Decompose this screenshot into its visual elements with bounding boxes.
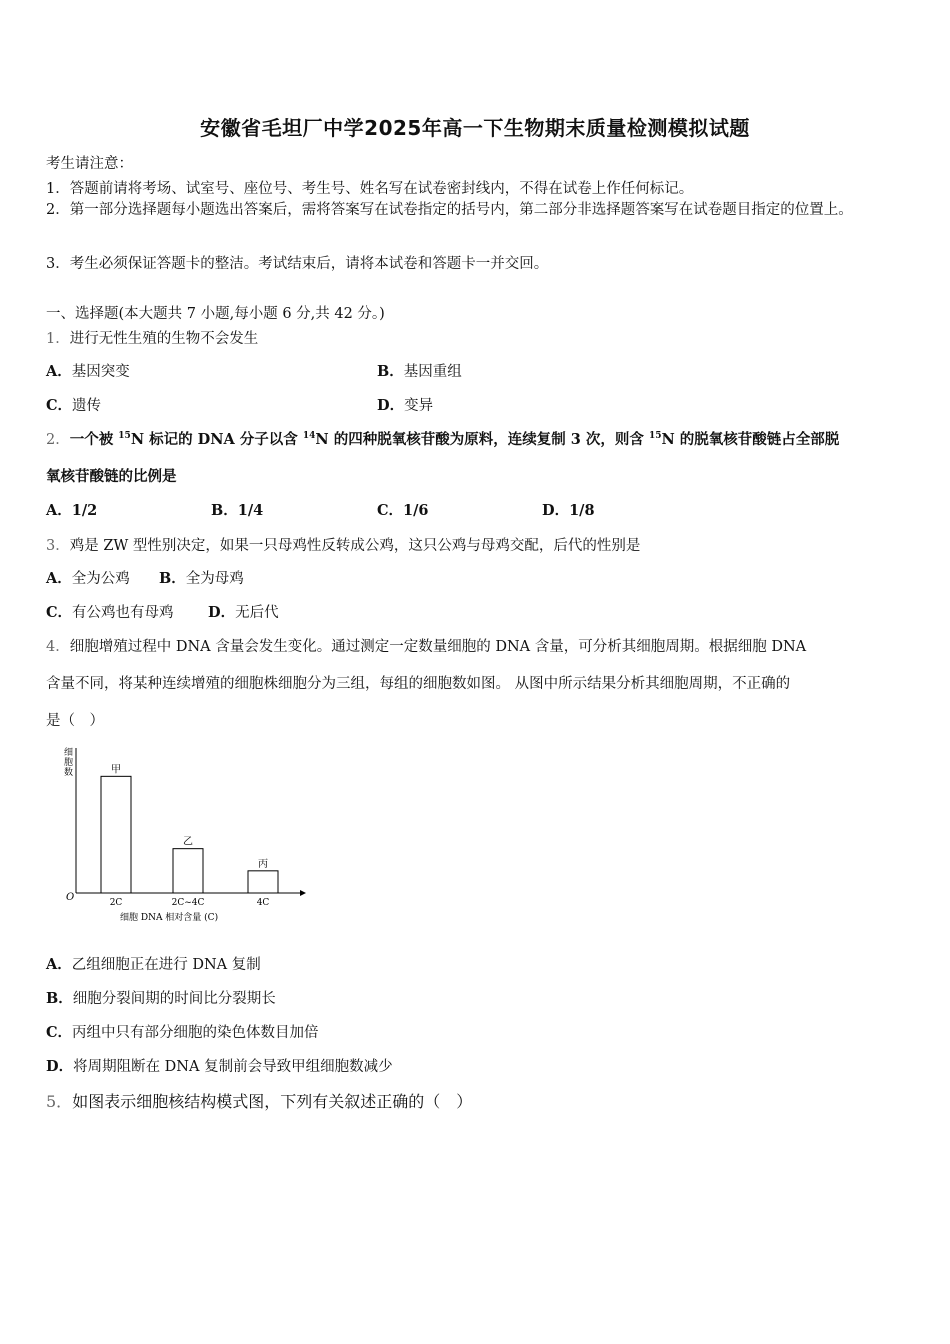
question-stem: 细胞增殖过程中 DNA 含量会发生变化。通过测定一定数量细胞的 DNA 含量，可分析其细胞周期。根据细胞 DNA: [69, 639, 807, 655]
option-text: 1/4: [237, 502, 264, 519]
option-text: 基因突变: [71, 364, 130, 380]
option-text: 将周期阻断在 DNA 复制前会导致甲组细胞数减少: [73, 1059, 393, 1075]
question-stem-part: N 的四种脱氧核苷酸为原料，连续复制 3 次，则含: [315, 431, 649, 448]
option-d[interactable]: [542, 499, 595, 520]
x-axis-title: 细胞 DNA 相对含量 (C): [120, 913, 219, 923]
superscript: 15: [648, 431, 662, 442]
y-axis-label: [64, 747, 73, 778]
question-stem-part: 一个被: [69, 431, 119, 448]
superscript: 14: [302, 431, 316, 442]
option-a[interactable]: [46, 360, 130, 381]
option-label: C．: [46, 397, 73, 414]
question-3: [46, 534, 640, 555]
question-1: [46, 327, 258, 348]
question-stem-part: N 的脱氧核苷酸链占全部脱: [661, 431, 840, 448]
option-text: 遗传: [72, 398, 102, 414]
origin-label: O: [66, 892, 75, 903]
question-number: 5．: [46, 1092, 73, 1111]
option-label: C．: [46, 604, 73, 621]
option-b[interactable]: [211, 499, 263, 520]
question-4-line-3: 是（ ）: [46, 713, 104, 729]
option-label: B．: [377, 363, 404, 380]
option-label: D．: [542, 502, 570, 519]
bar-label: 乙: [183, 836, 193, 848]
dna-content-bar-chart: [60, 743, 310, 928]
option-text: 丙组中只有部分细胞的染色体数目加倍: [72, 1025, 319, 1041]
option-a[interactable]: [46, 953, 261, 974]
option-label: B．: [159, 570, 186, 587]
option-a[interactable]: [46, 567, 130, 588]
question-stem-part: N 标记的 DNA 分子以含: [130, 431, 303, 448]
notice-item-3: 3．考生必须保证答题卡的整洁。考试结束后，请将本试卷和答题卡一并交回。: [46, 256, 549, 272]
question-2-line-2: 氧核苷酸链的比例是: [46, 468, 177, 485]
option-label: C．: [377, 502, 404, 519]
y-axis-label-char: 细: [64, 748, 74, 758]
option-text: 乙组细胞正在进行 DNA 复制: [71, 957, 261, 973]
option-c[interactable]: [46, 394, 101, 415]
notice-item-1: 1．答题前请将考场、试室号、座位号、考生号、姓名写在试卷密封线内，不得在试卷上作任何标记。: [46, 181, 694, 197]
option-c[interactable]: [46, 1021, 319, 1042]
option-text: 有公鸡也有母鸡: [72, 605, 174, 621]
option-label: A．: [46, 570, 72, 587]
option-label: A．: [46, 502, 72, 519]
option-label: D．: [377, 397, 405, 414]
option-text: 1/2: [71, 502, 98, 519]
option-d[interactable]: [46, 1055, 393, 1076]
bar: [173, 849, 203, 893]
option-text: 变异: [404, 398, 434, 414]
section-heading: 一、选择题(本大题共 7 小题,每小题 6 分,共 42 分。): [46, 306, 385, 322]
notice-item-2: 2．第一部分选择题每小题选出答案后，需将答案写在试卷指定的括号内，第二部分非选择题答案写在试卷题目指定的位置上。: [46, 202, 853, 218]
option-text: 全为母鸡: [185, 571, 244, 587]
option-text: 无后代: [235, 605, 279, 621]
option-c[interactable]: [377, 499, 429, 520]
option-b[interactable]: [159, 567, 244, 588]
question-stem: 进行无性生殖的生物不会发生: [69, 331, 259, 347]
option-d[interactable]: [377, 394, 433, 415]
x-tick-label: 4C: [256, 898, 270, 908]
x-tick-label: 2C~4C: [171, 898, 205, 908]
option-b[interactable]: [46, 987, 276, 1008]
option-text: 1/8: [569, 502, 595, 519]
notice-heading: 考生请注意：: [46, 156, 133, 172]
superscript: 15: [118, 431, 131, 442]
option-text: 基因重组: [403, 364, 462, 380]
bar: [248, 871, 278, 893]
option-label: A．: [46, 956, 72, 973]
bar: [101, 776, 131, 893]
y-axis-label-char: 数: [64, 768, 74, 778]
question-4-line-2: 含量不同，将某种连续增殖的细胞株细胞分为三组，每组的细胞数如图。 从图中所示结果分析其细胞周期，不正确的: [46, 676, 791, 692]
bars: [101, 763, 278, 908]
question-number: 4．: [46, 639, 70, 655]
question-5: [46, 1089, 472, 1112]
question-2: [46, 428, 839, 449]
option-label: B．: [211, 502, 238, 519]
y-axis-label-char: 胞: [64, 758, 74, 768]
question-number: 2．: [46, 432, 70, 448]
option-text: 全为公鸡: [71, 571, 130, 587]
option-text: 1/6: [403, 502, 429, 519]
x-tick-label: 2C: [109, 898, 123, 908]
bar-label: 甲: [111, 764, 121, 776]
page-title: 安徽省毛坦厂中学2025年高一下生物期末质量检测模拟试题: [200, 116, 750, 140]
option-a[interactable]: [46, 499, 97, 520]
question-number: 1．: [46, 331, 70, 347]
option-label: C．: [46, 1024, 73, 1041]
option-label: B．: [46, 990, 73, 1007]
option-label: D．: [46, 1058, 74, 1075]
question-number: 3．: [46, 538, 70, 554]
option-c[interactable]: [46, 601, 174, 622]
option-d[interactable]: [208, 601, 279, 622]
option-b[interactable]: [377, 360, 462, 381]
bar-label: 丙: [258, 858, 268, 870]
option-text: 细胞分裂间期的时间比分裂期长: [72, 991, 276, 1007]
question-stem: 鸡是 ZW 型性别决定，如果一只母鸡性反转成公鸡，这只公鸡与母鸡交配，后代的性别是: [69, 538, 641, 554]
question-stem: 如图表示细胞核结构模式图，下列有关叙述正确的（ ）: [72, 1092, 473, 1111]
option-label: D．: [208, 604, 236, 621]
option-label: A．: [46, 363, 72, 380]
question-4: [46, 635, 806, 656]
x-axis-arrow: [300, 890, 306, 896]
